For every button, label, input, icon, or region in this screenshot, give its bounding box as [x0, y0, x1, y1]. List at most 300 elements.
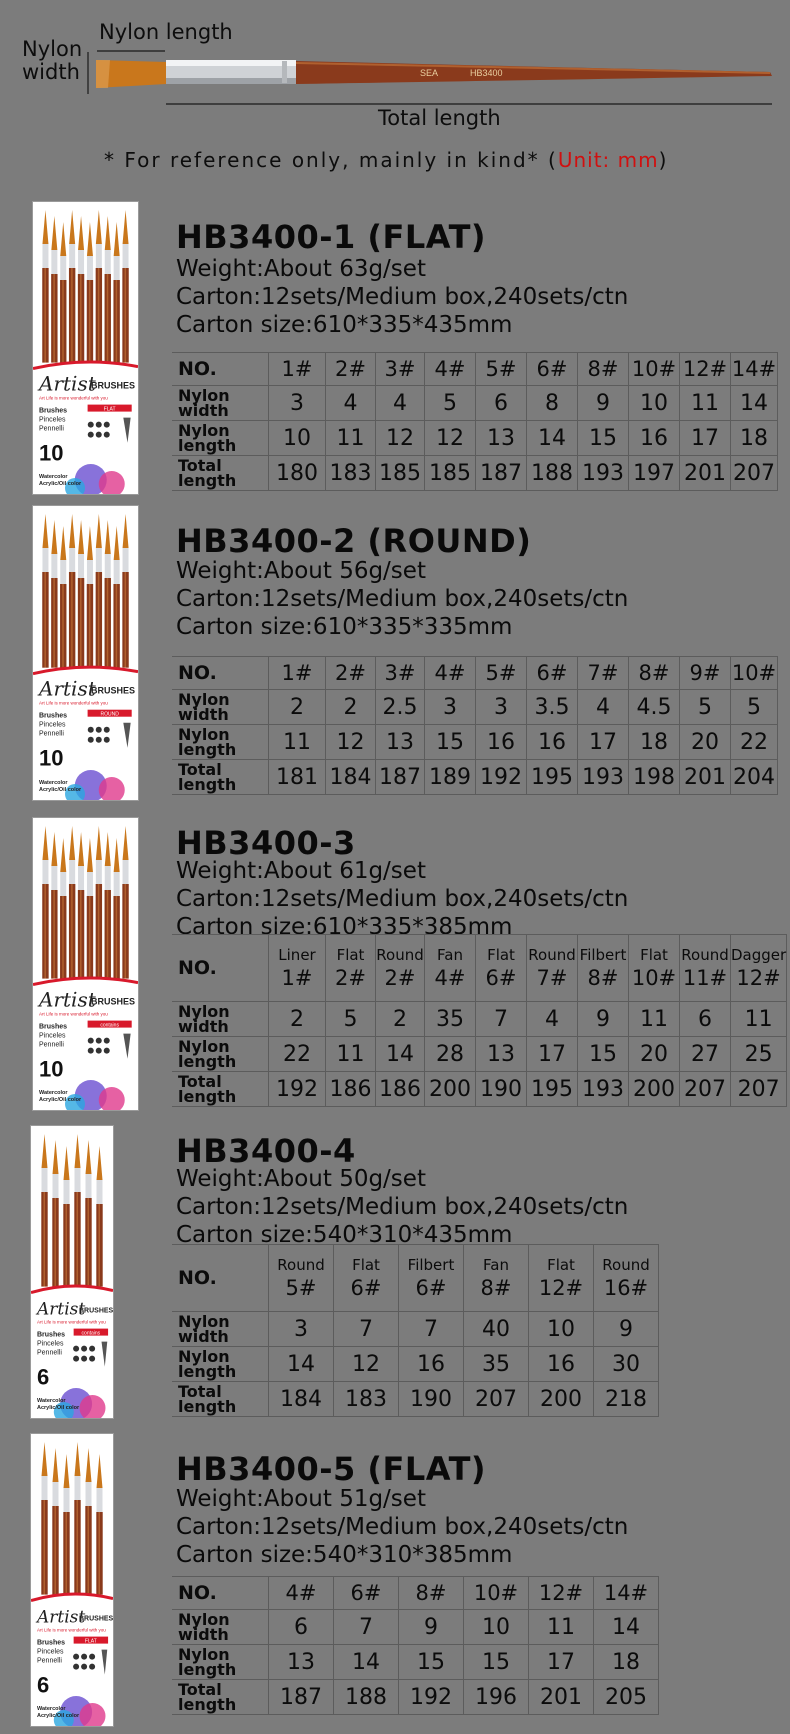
brush-kind: Fan [483, 1256, 509, 1274]
brush-number-cell [527, 353, 578, 386]
total-length-cell: 189 [425, 760, 476, 795]
total-length-label: Total length [378, 106, 501, 130]
nylon-length-cell: 14 [527, 421, 578, 456]
nylon-width-cell: 2 [376, 1002, 425, 1037]
table-row [172, 386, 778, 421]
brush-number-cell [529, 1245, 594, 1312]
nylon-length-cell: 15 [464, 1645, 529, 1680]
brush-number-cell [376, 657, 425, 690]
product-weight: Weight:About 50g/set [176, 1166, 426, 1192]
total-length-cell: 188 [527, 456, 578, 491]
nylon-length-cell: 27 [680, 1037, 731, 1072]
svg-text:Pinceles: Pinceles [39, 721, 66, 729]
brush-number: 12# [736, 966, 781, 990]
brush-number-cell [529, 1577, 594, 1610]
product-section [0, 1126, 790, 1426]
product-title: HB3400-2 (ROUND) [176, 522, 532, 560]
row-label-nylon-length: Nylon length [172, 1037, 269, 1072]
svg-text:Watercolor: Watercolor [39, 1090, 68, 1096]
nylon-length-cell: 15 [425, 725, 476, 760]
svg-text:Watercolor: Watercolor [37, 1398, 66, 1404]
svg-text:contains: contains [81, 1330, 101, 1337]
table-row [172, 421, 778, 456]
svg-text:Art Life is more wonderful wit: Art Life is more wonderful with you [37, 1319, 106, 1325]
brush-number: 6# [536, 661, 568, 685]
product-pack-image [33, 506, 138, 800]
row-label-total-length: Total length [172, 760, 269, 795]
svg-text:Pinceles: Pinceles [37, 1648, 64, 1656]
table-header-row [172, 1245, 659, 1312]
product-size: Carton size:540*310*435mm [176, 1222, 513, 1248]
table-header-row [172, 1577, 659, 1610]
brush-number-cell [326, 935, 376, 1002]
nylon-length-cell: 22 [269, 1037, 326, 1072]
brush-number: 6# [350, 1276, 382, 1300]
nylon-width-cell: 35 [425, 1002, 476, 1037]
brush-number: 10# [631, 966, 677, 990]
nylon-width-cell: 2 [326, 690, 376, 725]
brush-number-cell [629, 935, 680, 1002]
nylon-width-cell: 6 [269, 1610, 334, 1645]
svg-text:Brushes: Brushes [37, 1639, 66, 1647]
nylon-length-cell: 16 [399, 1347, 464, 1382]
table-row [172, 725, 778, 760]
nylon-length-cell: 13 [269, 1645, 334, 1680]
total-length-cell: 197 [629, 456, 680, 491]
total-length-cell: 218 [594, 1382, 659, 1417]
brush-number-cell [334, 1245, 399, 1312]
product-section [0, 506, 790, 806]
brush-number-cell [425, 657, 476, 690]
svg-text:Artist: Artist [39, 987, 96, 1012]
nylon-length-cell: 11 [326, 1037, 376, 1072]
nylon-width-cell: 9 [399, 1610, 464, 1645]
svg-text:Pennelli: Pennelli [37, 1349, 62, 1357]
brush-number: 6# [415, 1276, 447, 1300]
nylon-width-cell: 9 [578, 1002, 629, 1037]
brush-number-cell [464, 1245, 529, 1312]
svg-text:Pinceles: Pinceles [39, 1032, 66, 1040]
svg-text:BRUSHES: BRUSHES [79, 1307, 113, 1315]
nylon-width-cell: 40 [464, 1312, 529, 1347]
total-length-cell: 207 [464, 1382, 529, 1417]
brush-pack-illustration [33, 202, 138, 494]
row-label-total-length: Total length [172, 1680, 269, 1715]
brush-number: 12# [682, 357, 728, 381]
nylon-width-cell: 3.5 [527, 690, 578, 725]
nylon-length-cell: 16 [629, 421, 680, 456]
brush-number: 14# [603, 1581, 649, 1605]
nylon-width-cell: 7 [334, 1610, 399, 1645]
total-length-cell: 190 [399, 1382, 464, 1417]
total-length-cell: 205 [594, 1680, 659, 1715]
brush-number: 2# [335, 966, 366, 990]
nylon-width-cell: 2.5 [376, 690, 425, 725]
brush-number: 6# [350, 1581, 382, 1605]
nylon-length-label: Nylon length [99, 20, 233, 44]
nylon-width-cell: 9 [594, 1312, 659, 1347]
nylon-width-cell: 7 [476, 1002, 527, 1037]
product-weight: Weight:About 63g/set [176, 256, 426, 282]
nylon-length-cell: 12 [334, 1347, 399, 1382]
brush-number-cell [334, 1577, 399, 1610]
svg-text:10: 10 [39, 745, 64, 771]
total-length-cell: 187 [269, 1680, 334, 1715]
svg-text:ROUND: ROUND [100, 711, 119, 718]
brush-number: 2# [335, 661, 366, 685]
brush-number-cell [269, 353, 326, 386]
nylon-length-cell: 35 [464, 1347, 529, 1382]
brush-number-cell [269, 657, 326, 690]
brush-number: 8# [587, 357, 619, 381]
brush-number-cell [476, 657, 527, 690]
nylon-width-cell: 10 [529, 1312, 594, 1347]
nylon-length-cell: 20 [680, 725, 731, 760]
total-length-cell: 200 [425, 1072, 476, 1107]
brush-number-cell [399, 1577, 464, 1610]
brush-number-cell [269, 935, 326, 1002]
nylon-length-cell: 30 [594, 1347, 659, 1382]
brush-number: 2# [335, 357, 366, 381]
total-length-cell: 198 [629, 760, 680, 795]
svg-text:Watercolor: Watercolor [37, 1706, 66, 1712]
nylon-width-cell: 4 [527, 1002, 578, 1037]
product-title: HB3400-3 [176, 824, 356, 862]
table-row [172, 1610, 659, 1645]
brush-number: 8# [638, 661, 670, 685]
product-weight: Weight:About 56g/set [176, 558, 426, 584]
brush-kind: Filbert [407, 1256, 455, 1274]
nylon-width-cell: 4 [376, 386, 425, 421]
total-length-cell: 183 [326, 456, 376, 491]
nylon-width-label: Nylon width [22, 37, 83, 84]
svg-text:Brushes: Brushes [39, 1023, 68, 1031]
product-section [0, 818, 790, 1118]
total-length-cell: 185 [376, 456, 425, 491]
svg-text:SEA: SEA [420, 68, 439, 78]
brush-number-cell [476, 935, 527, 1002]
svg-text:FLAT: FLAT [84, 1638, 97, 1645]
brush-number-cell [326, 657, 376, 690]
table-row [172, 760, 778, 795]
nylon-length-cell: 14 [269, 1347, 334, 1382]
table-row [172, 1037, 787, 1072]
total-length-cell: 187 [376, 760, 425, 795]
product-carton: Carton:12sets/Medium box,240sets/ctn [176, 284, 629, 310]
brush-number: 8# [587, 966, 619, 990]
table-row [172, 1645, 659, 1680]
brush-number-cell [594, 1245, 659, 1312]
table-row [172, 456, 778, 491]
svg-text:Acrylic/Oil color: Acrylic/Oil color [39, 481, 82, 487]
nylon-width-cell: 3 [269, 386, 326, 421]
brush-number: 5# [485, 357, 517, 381]
total-length-cell: 201 [529, 1680, 594, 1715]
brush-kind: Flat [640, 946, 668, 964]
brush-number: 10# [731, 661, 777, 685]
product-section [0, 202, 790, 502]
total-length-cell: 200 [629, 1072, 680, 1107]
brush-kind: Round [376, 946, 424, 964]
nylon-length-cell: 16 [529, 1347, 594, 1382]
row-label-no: NO. [172, 1245, 269, 1312]
svg-text:Artist: Artist [39, 371, 96, 396]
product-weight: Weight:About 51g/set [176, 1486, 426, 1512]
reference-note: * For reference only, mainly in kind* (Unit: mm) [104, 148, 669, 172]
svg-text:Art Life is more wonderful wit: Art Life is more wonderful with you [39, 700, 108, 706]
nylon-length-cell: 25 [731, 1037, 787, 1072]
svg-text:Brushes: Brushes [39, 407, 68, 415]
svg-text:Pinceles: Pinceles [39, 416, 66, 424]
spec-table [172, 934, 787, 1107]
table-header-row [172, 657, 778, 690]
brush-number: 12# [538, 1581, 584, 1605]
spec-table [172, 352, 778, 491]
brush-number: 5# [485, 661, 517, 685]
nylon-width-cell: 6 [476, 386, 527, 421]
row-label-no: NO. [172, 935, 269, 1002]
svg-text:Acrylic/Oil color: Acrylic/Oil color [39, 1097, 82, 1103]
brush-pack-illustration [31, 1434, 113, 1726]
product-size: Carton size:610*335*335mm [176, 614, 513, 640]
nylon-width-cell: 2 [269, 1002, 326, 1037]
brush-number-cell [578, 353, 629, 386]
product-pack-image [33, 818, 138, 1110]
svg-text:HB3400: HB3400 [470, 68, 503, 78]
svg-text:Acrylic/Oil color: Acrylic/Oil color [37, 1713, 80, 1719]
svg-text:Pennelli: Pennelli [39, 730, 64, 738]
total-length-cell: 192 [399, 1680, 464, 1715]
total-length-cell: 187 [476, 456, 527, 491]
brush-number: 3# [384, 661, 416, 685]
brush-number-cell [680, 353, 731, 386]
total-length-cell: 180 [269, 456, 326, 491]
nylon-width-cell: 8 [527, 386, 578, 421]
total-length-cell: 193 [578, 456, 629, 491]
nylon-length-cell: 14 [334, 1645, 399, 1680]
total-length-cell: 190 [476, 1072, 527, 1107]
nylon-length-cell: 18 [629, 725, 680, 760]
brush-number: 7# [587, 661, 619, 685]
nylon-length-cell: 12 [326, 725, 376, 760]
nylon-length-cell: 15 [578, 421, 629, 456]
brush-number-cell [464, 1577, 529, 1610]
svg-text:Pinceles: Pinceles [37, 1340, 64, 1348]
nylon-length-cell: 13 [476, 1037, 527, 1072]
nylon-width-cell: 5 [731, 690, 778, 725]
table-row [172, 1347, 659, 1382]
svg-text:BRUSHES: BRUSHES [91, 380, 136, 391]
brush-kind: Flat [547, 1256, 575, 1274]
brush-number-cell [269, 1577, 334, 1610]
nylon-length-cell: 17 [529, 1645, 594, 1680]
brush-number: 8# [415, 1581, 447, 1605]
brush-pack-illustration [31, 1126, 113, 1418]
row-label-nylon-width: Nylon width [172, 386, 269, 421]
total-length-cell: 184 [269, 1382, 334, 1417]
nylon-length-cell: 11 [326, 421, 376, 456]
brush-kind: Dagger [731, 946, 787, 964]
total-length-cell: 207 [731, 1072, 787, 1107]
brush-number-cell [629, 353, 680, 386]
brush-number: 11# [682, 966, 728, 990]
row-label-nylon-length: Nylon length [172, 1645, 269, 1680]
svg-text:contains: contains [100, 1022, 119, 1029]
product-title: HB3400-1 (FLAT) [176, 218, 487, 256]
product-carton: Carton:12sets/Medium box,240sets/ctn [176, 886, 629, 912]
svg-text:Pennelli: Pennelli [37, 1657, 62, 1665]
nylon-length-cell: 12 [425, 421, 476, 456]
row-label-nylon-width: Nylon width [172, 1312, 269, 1347]
total-length-cell: 184 [326, 760, 376, 795]
nylon-width-cell: 10 [629, 386, 680, 421]
brush-number-cell [578, 935, 629, 1002]
brush-number-cell [731, 657, 778, 690]
nylon-width-cell: 4.5 [629, 690, 680, 725]
total-length-cell: 192 [476, 760, 527, 795]
brush-number-cell [425, 353, 476, 386]
svg-text:Brushes: Brushes [37, 1331, 66, 1339]
brush-number: 6# [536, 357, 568, 381]
product-pack-image [31, 1434, 113, 1726]
total-length-cell: 196 [464, 1680, 529, 1715]
brush-number-cell [376, 353, 425, 386]
nylon-width-cell: 11 [529, 1610, 594, 1645]
total-length-cell: 181 [269, 760, 326, 795]
nylon-width-cell: 11 [629, 1002, 680, 1037]
brush-number: 12# [538, 1276, 584, 1300]
brush-number: 4# [434, 661, 466, 685]
svg-text:6: 6 [37, 1364, 50, 1390]
product-weight: Weight:About 61g/set [176, 858, 426, 884]
nylon-width-cell: 3 [425, 690, 476, 725]
total-length-cell: 204 [731, 760, 778, 795]
svg-text:Artist: Artist [37, 1607, 86, 1628]
nylon-length-cell: 15 [578, 1037, 629, 1072]
nylon-width-cell: 3 [269, 1312, 334, 1347]
row-label-total-length: Total length [172, 1072, 269, 1107]
brush-number: 4# [434, 357, 466, 381]
nylon-width-cell: 5 [680, 690, 731, 725]
nylon-width-cell: 14 [594, 1610, 659, 1645]
table-row [172, 1002, 787, 1037]
svg-text:6: 6 [37, 1672, 50, 1698]
nylon-width-cell: 2 [269, 690, 326, 725]
brush-number-cell [527, 935, 578, 1002]
product-pack-image [33, 202, 138, 494]
product-carton: Carton:12sets/Medium box,240sets/ctn [176, 586, 629, 612]
brush-number: 5# [285, 1276, 317, 1300]
brush-number-cell [476, 353, 527, 386]
brush-kind: Round [602, 1256, 650, 1274]
brush-number: 2# [384, 966, 416, 990]
total-length-cell: 185 [425, 456, 476, 491]
spec-table [172, 656, 778, 795]
total-length-cell: 195 [527, 760, 578, 795]
svg-text:Acrylic/Oil color: Acrylic/Oil color [37, 1405, 80, 1411]
svg-text:Pennelli: Pennelli [39, 1041, 64, 1049]
svg-text:Brushes: Brushes [39, 712, 68, 720]
brush-number: 1# [281, 966, 313, 990]
svg-text:Art Life is more wonderful wit: Art Life is more wonderful with you [37, 1627, 106, 1633]
nylon-length-cell: 18 [731, 421, 778, 456]
brush-number: 9# [689, 661, 721, 685]
total-length-cell: 201 [680, 760, 731, 795]
brush-pack-illustration [33, 506, 138, 800]
brush-number-cell [326, 353, 376, 386]
nylon-width-cell: 11 [731, 1002, 787, 1037]
nylon-length-cell: 16 [476, 725, 527, 760]
brush-number: 10# [631, 357, 677, 381]
product-size: Carton size:610*335*435mm [176, 312, 513, 338]
table-header-row [172, 353, 778, 386]
brush-number-cell [629, 657, 680, 690]
row-label-nylon-width: Nylon width [172, 690, 269, 725]
total-length-cell: 186 [376, 1072, 425, 1107]
total-length-cell: 193 [578, 760, 629, 795]
total-length-cell: 186 [326, 1072, 376, 1107]
brush-number-cell [269, 1245, 334, 1312]
brush-number-cell [578, 657, 629, 690]
svg-text:BRUSHES: BRUSHES [91, 996, 136, 1007]
nylon-length-cell: 18 [594, 1645, 659, 1680]
brush-number-cell [399, 1245, 464, 1312]
brush-number: 3# [384, 357, 416, 381]
product-carton: Carton:12sets/Medium box,240sets/ctn [176, 1514, 629, 1540]
total-length-cell: 207 [680, 1072, 731, 1107]
row-label-total-length: Total length [172, 456, 269, 491]
nylon-width-cell: 7 [399, 1312, 464, 1347]
brush-kind: Liner [278, 946, 316, 964]
brush-number-cell [731, 935, 787, 1002]
total-length-cell: 183 [334, 1382, 399, 1417]
brush-kind: Flat [352, 1256, 380, 1274]
nylon-length-cell: 28 [425, 1037, 476, 1072]
brush-number: 14# [731, 357, 777, 381]
row-label-no: NO. [172, 353, 269, 386]
total-length-cell: 193 [578, 1072, 629, 1107]
nylon-width-cell: 7 [334, 1312, 399, 1347]
nylon-length-cell: 11 [269, 725, 326, 760]
svg-text:FLAT: FLAT [103, 406, 116, 413]
spec-table [172, 1576, 659, 1715]
brush-number-cell [594, 1577, 659, 1610]
svg-text:Art Life is more wonderful wit: Art Life is more wonderful with you [39, 1011, 108, 1017]
product-title: HB3400-5 (FLAT) [176, 1450, 487, 1488]
nylon-length-cell: 13 [376, 725, 425, 760]
spec-table [172, 1244, 659, 1417]
nylon-width-cell: 14 [731, 386, 778, 421]
product-size: Carton size:610*335*385mm [176, 914, 513, 940]
table-row [172, 1382, 659, 1417]
brush-number-cell [731, 353, 778, 386]
row-label-total-length: Total length [172, 1382, 269, 1417]
svg-text:Acrylic/Oil color: Acrylic/Oil color [39, 787, 82, 793]
table-row [172, 690, 778, 725]
nylon-length-cell: 14 [376, 1037, 425, 1072]
brush-kind: Flat [487, 946, 515, 964]
product-carton: Carton:12sets/Medium box,240sets/ctn [176, 1194, 629, 1220]
nylon-length-cell: 17 [680, 421, 731, 456]
brush-number: 8# [480, 1276, 512, 1300]
brush-pack-illustration [33, 818, 138, 1110]
nylon-length-cell: 10 [269, 421, 326, 456]
total-length-cell: 200 [529, 1382, 594, 1417]
row-label-nylon-length: Nylon length [172, 725, 269, 760]
nylon-length-cell: 22 [731, 725, 778, 760]
svg-text:10: 10 [39, 1056, 64, 1082]
table-row [172, 1680, 659, 1715]
